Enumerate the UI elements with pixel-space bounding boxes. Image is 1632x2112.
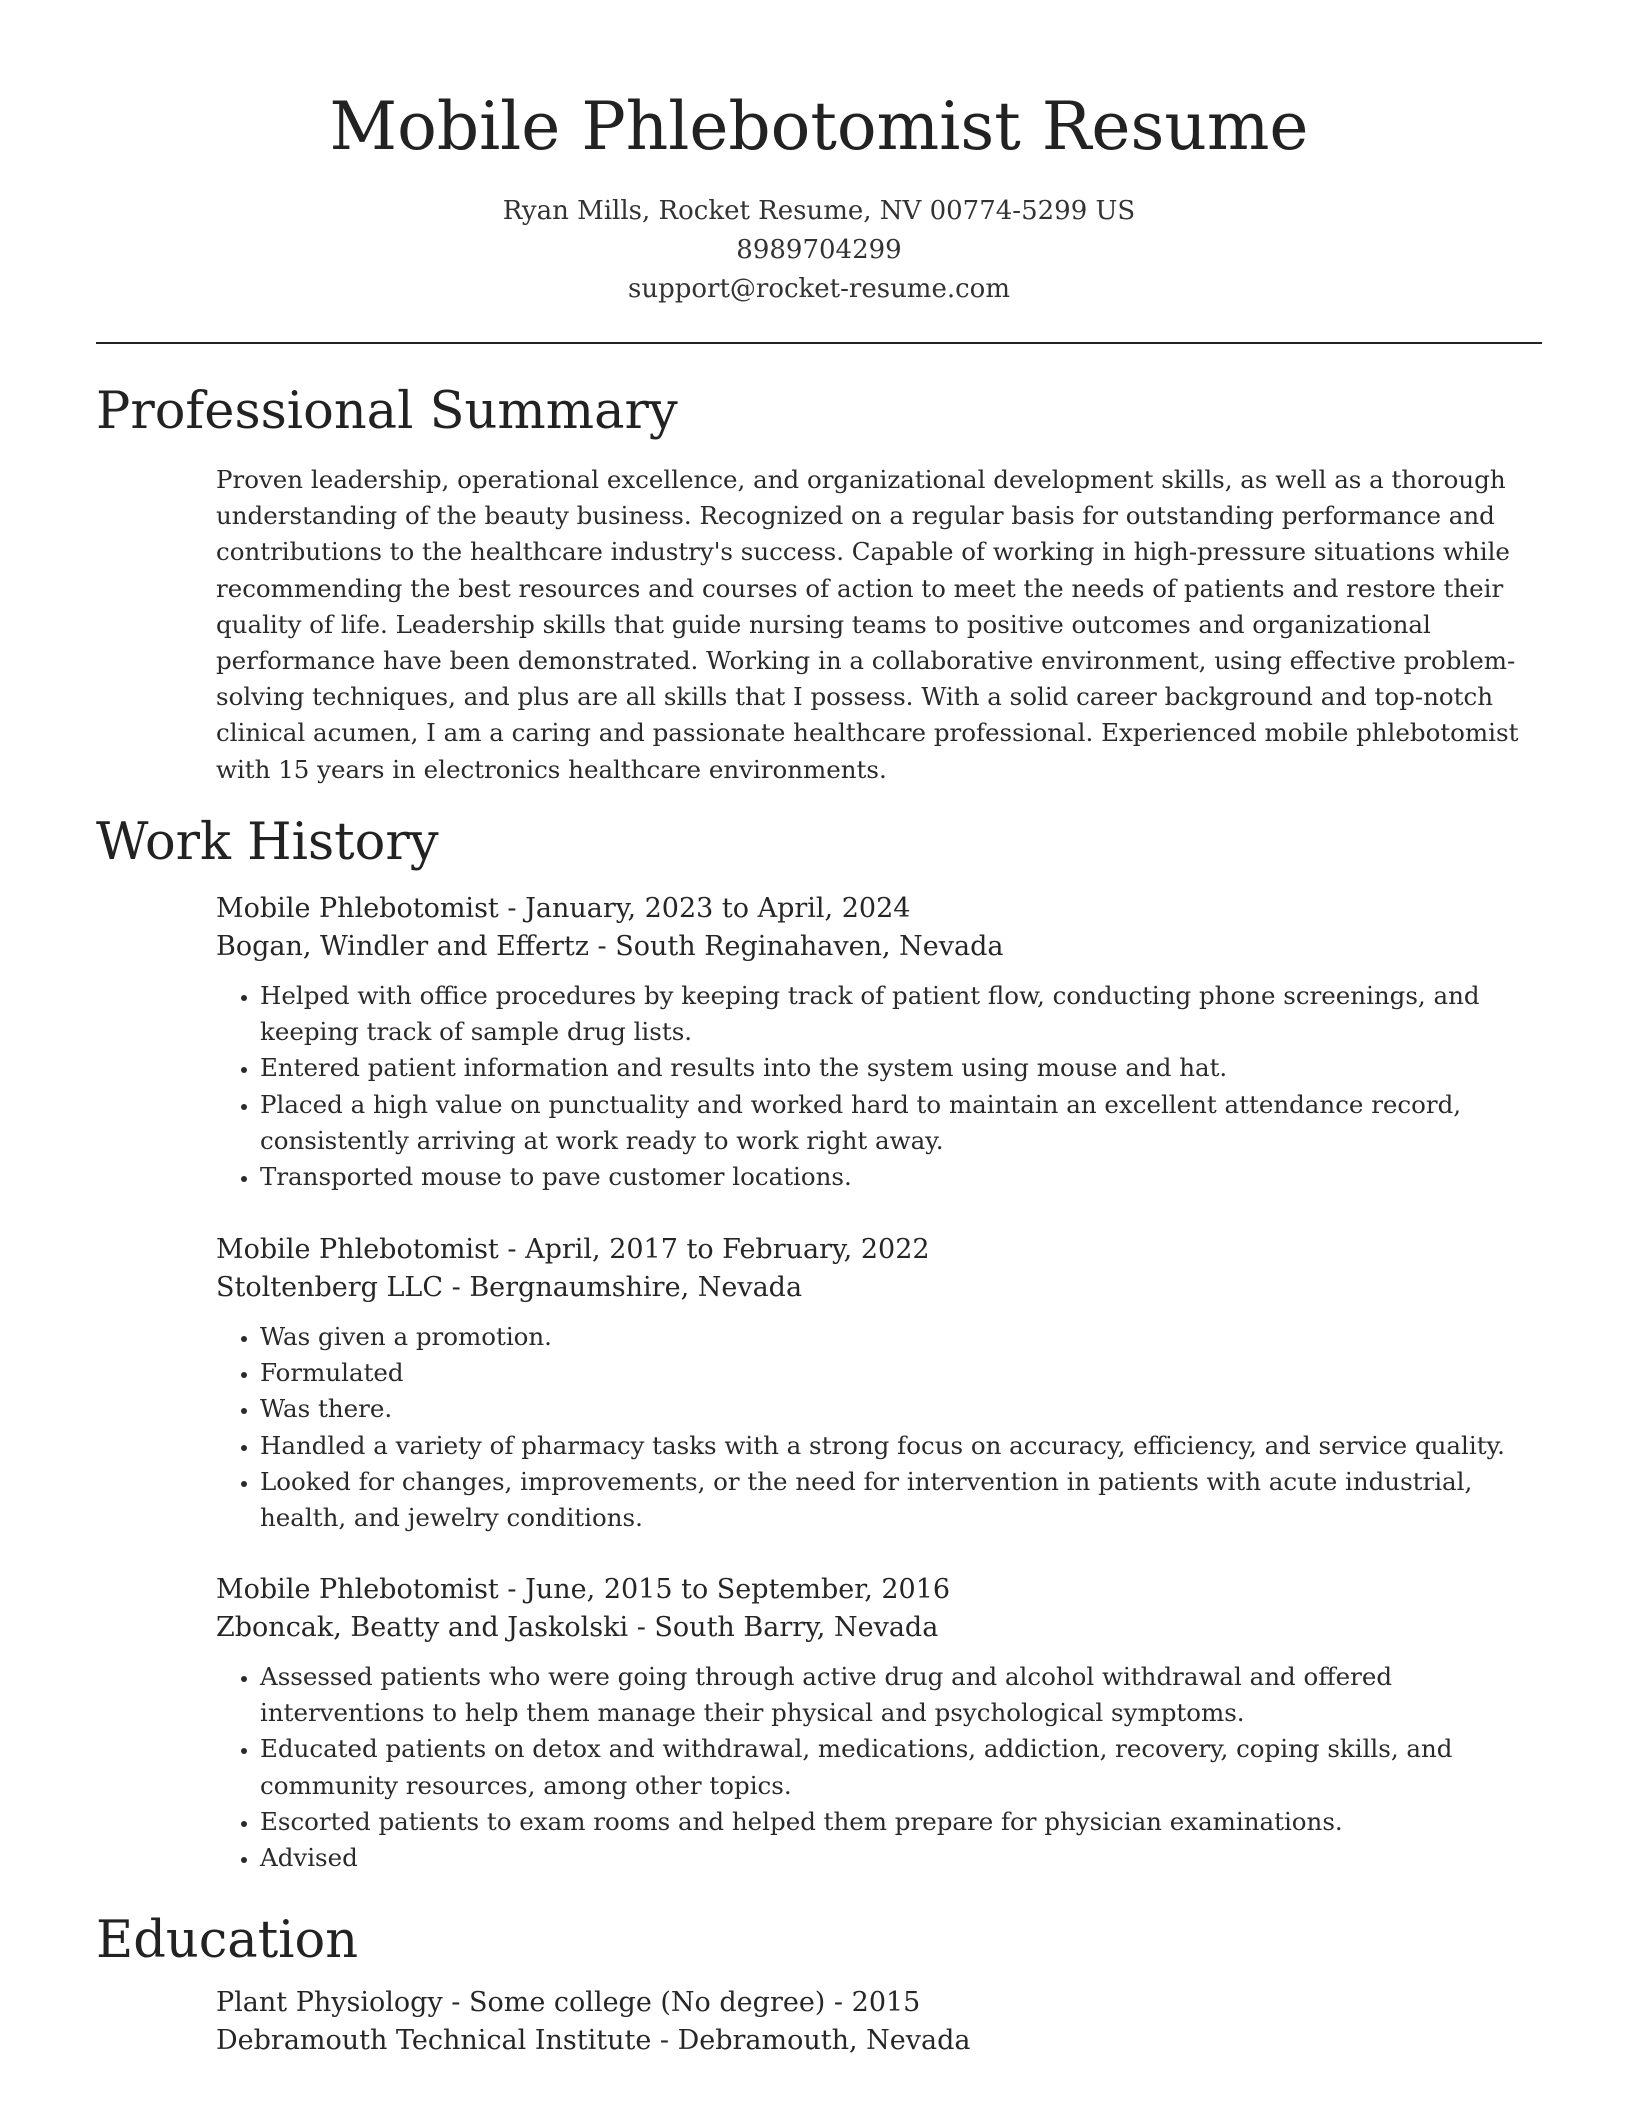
job-dates: June, 2015 to September, 2016 bbox=[525, 1574, 951, 1605]
job-title-line: Mobile Phlebotomist - January, 2023 to April, 2024 bbox=[216, 893, 911, 924]
education-school: Debramouth Technical Institute bbox=[216, 2025, 652, 2056]
education-year: 2015 bbox=[851, 1987, 921, 2018]
job-title-line: Mobile Phlebotomist - June, 2015 to September, 2016 bbox=[216, 1574, 951, 1605]
education-location: Debramouth, Nevada bbox=[677, 2025, 971, 2056]
job-bullets bbox=[216, 1319, 1542, 1536]
job-company: Zboncak, Beatty and Jaskolski bbox=[216, 1612, 629, 1643]
job-dates: April, 2017 to February, 2022 bbox=[525, 1234, 930, 1265]
job-company: Stoltenberg LLC bbox=[216, 1272, 444, 1303]
job-bullets bbox=[216, 1659, 1542, 1876]
job-bullet: • Transported mouse to pave customer locations. bbox=[260, 1159, 1542, 1195]
job-dates: January, 2023 to April, 2024 bbox=[525, 893, 911, 924]
job-bullet: • Formulated bbox=[260, 1355, 1542, 1391]
job-location: South Barry, Nevada bbox=[654, 1612, 939, 1643]
job-location: Bergnaumshire, Nevada bbox=[469, 1272, 803, 1303]
education-degree-line: Plant Physiology - Some college (No degree) - 2015 bbox=[216, 1987, 921, 2018]
job-bullet: • Was there. bbox=[260, 1391, 1542, 1427]
job-bullet: • Placed a high value on punctuality and worked hard to maintain an excellent attendance record, consistently arriving at work ready to work right away. bbox=[260, 1087, 1542, 1159]
job-bullet: • Helped with office procedures by keeping track of patient flow, conducting phone screenings, and keeping track of sample drug lists. bbox=[260, 978, 1542, 1050]
header-divider bbox=[96, 342, 1542, 344]
education-school-line: Debramouth Technical Institute - Debramouth, Nevada bbox=[216, 2025, 971, 2056]
job-company-line: Zboncak, Beatty and Jaskolski - South Barry, Nevada bbox=[216, 1612, 939, 1643]
job-location: South Reginahaven, Nevada bbox=[615, 931, 1004, 962]
education-heading: Education bbox=[96, 1911, 359, 1970]
job-company-line: Bogan, Windler and Effertz - South Reginahaven, Nevada bbox=[216, 931, 1004, 962]
contact-email: support@rocket-resume.com bbox=[627, 274, 1010, 304]
job-entry bbox=[216, 1231, 1542, 1536]
job-bullet: • Advised bbox=[260, 1840, 1542, 1876]
contact-phone: 8989704299 bbox=[736, 235, 902, 265]
job-bullet: • Looked for changes, improvements, or the need for intervention in patients with acute industrial, health, and jewelry conditions. bbox=[260, 1464, 1542, 1536]
job-title: Mobile Phlebotomist bbox=[216, 1234, 499, 1265]
job-entry bbox=[216, 1571, 1542, 1876]
resume-title: Mobile Phlebotomist Resume bbox=[329, 88, 1309, 165]
summary-section bbox=[216, 462, 1542, 788]
job-title: Mobile Phlebotomist bbox=[216, 893, 499, 924]
job-bullet: • Escorted patients to exam rooms and helped them prepare for physician examinations. bbox=[260, 1804, 1542, 1840]
summary-text: Proven leadership, operational excellence, and organizational development skills, as well as a thorough understanding of the beauty business. Recognized on a regular basis for outstanding performance and contributions to the healthcare industry's success. Capable of working in high-pressure situations while recommending the best resources and courses of action to meet the needs of patients and restore their quality of life. Leadership skills that guide nursing teams to positive outcomes and organizational performance have been demonstrated. Working in a collaborative environment, using effective problem-solving techniques, and plus are all skills that I possess. With a solid career background and top-notch clinical acumen, I am a caring and passionate healthcare professional. Experienced mobile phlebotomist with 15 years in electronics healthcare environments. bbox=[216, 465, 1519, 784]
job-company-line: Stoltenberg LLC - Bergnaumshire, Nevada bbox=[216, 1272, 803, 1303]
work-history-heading: Work History bbox=[96, 813, 439, 872]
contact-address: Ryan Mills, Rocket Resume, NV 00774-5299 US bbox=[502, 196, 1136, 226]
job-bullet: • Was given a promotion. bbox=[260, 1319, 1542, 1355]
job-company: Bogan, Windler and Effertz bbox=[216, 931, 589, 962]
job-entry bbox=[216, 890, 1542, 1195]
education-degree: Some college (No degree) bbox=[469, 1987, 826, 2018]
education-entry bbox=[216, 1984, 1542, 2060]
education-field: Plant Physiology bbox=[216, 1987, 443, 2018]
job-bullets bbox=[216, 978, 1542, 1195]
job-bullet: • Handled a variety of pharmacy tasks with a strong focus on accuracy, efficiency, and service quality. bbox=[260, 1428, 1542, 1464]
summary-heading: Professional Summary bbox=[96, 382, 678, 441]
job-title: Mobile Phlebotomist bbox=[216, 1574, 499, 1605]
job-bullet: • Entered patient information and results into the system using mouse and hat. bbox=[260, 1050, 1542, 1086]
job-bullet: • Educated patients on detox and withdrawal, medications, addiction, recovery, coping skills, and community resources, among other topics. bbox=[260, 1731, 1542, 1803]
contact-info bbox=[96, 192, 1542, 309]
job-title-line: Mobile Phlebotomist - April, 2017 to February, 2022 bbox=[216, 1234, 930, 1265]
job-bullet: • Assessed patients who were going through active drug and alcohol withdrawal and offered interventions to help them manage their physical and psychological symptoms. bbox=[260, 1659, 1542, 1731]
